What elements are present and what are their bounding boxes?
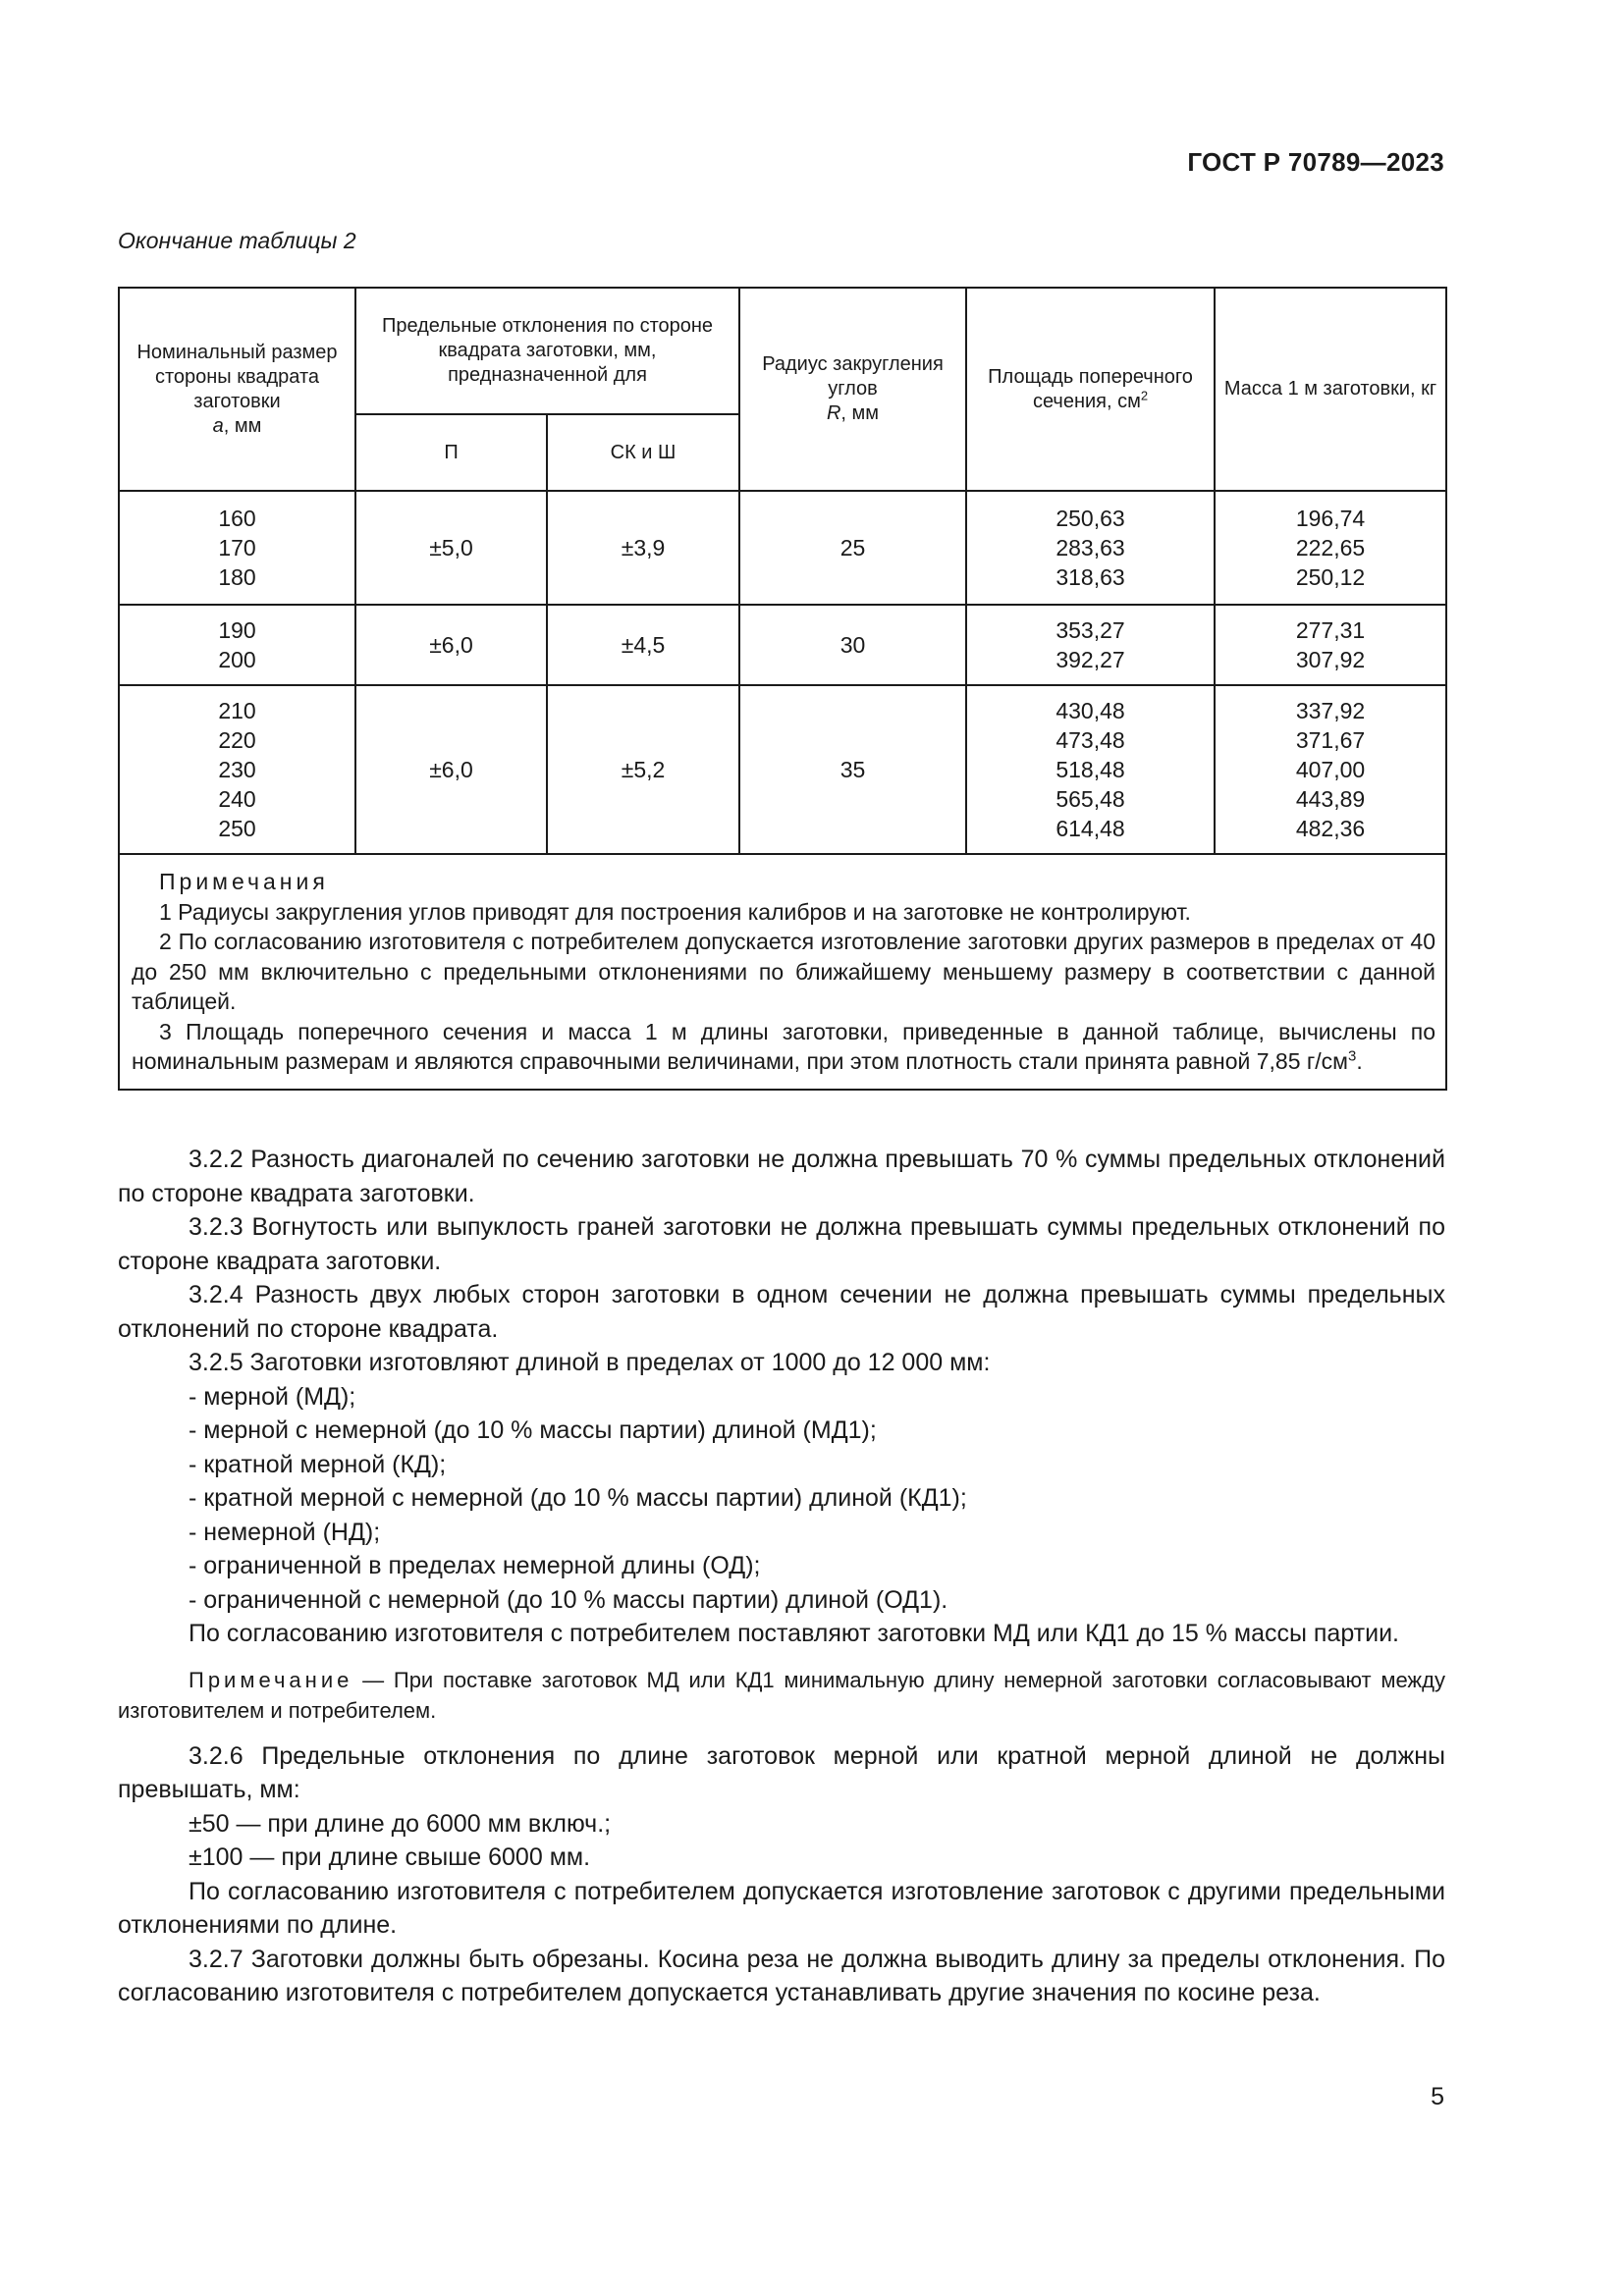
header-mass-per-meter: Масса 1 м заготовки, кг — [1215, 288, 1446, 491]
masses-cell: 277,31 307,92 — [1215, 605, 1446, 685]
table-row — [119, 685, 1446, 854]
table-notes — [119, 854, 1446, 1090]
dev-p-cell: ±5,0 — [355, 491, 547, 605]
paragraph-agreement: По согласованию изготовителя с потребителем поставляют заготовки МД или КД1 до 15 % массы партии. — [189, 1620, 1400, 1647]
radius-cell: 25 — [739, 491, 966, 605]
list-item: - кратной мерной с немерной (до 10 % массы партии) длиной (КД1); — [189, 1484, 967, 1512]
header-dev-p: П — [355, 414, 547, 491]
masses-cell: 337,92 371,67 407,00 443,89 482,36 — [1215, 685, 1446, 854]
note-paragraph — [118, 1665, 1445, 1726]
sizes-cell: 190 200 — [119, 605, 355, 685]
paragraph-3-2-2: 3.2.2 Разность диагоналей по сечению заготовки не должна превышать 70 % суммы предельных отклонений по стороне квадрата заготовки. — [118, 1146, 1445, 1207]
areas-cell: 250,63 283,63 318,63 — [966, 491, 1215, 605]
dev-p-cell: ±6,0 — [355, 685, 547, 854]
table-row — [119, 491, 1446, 605]
header-corner-radius: Радиус закругления углов R, мм — [739, 288, 966, 491]
tolerance-line: ±50 — при длине до 6000 мм включ.; — [189, 1809, 612, 1838]
sizes-cell: 160 170 180 — [119, 491, 355, 605]
sizes-cell: 210 220 230 240 250 — [119, 685, 355, 854]
radius-cell: 30 — [739, 605, 966, 685]
list-item: - ограниченной с немерной (до 10 % массы партии) длиной (ОД1). — [189, 1585, 948, 1614]
note-1: 1 Радиусы закругления углов приводят для построения калибров и на заготовке не контролируют. — [159, 898, 1191, 925]
paragraph-3-2-5: 3.2.5 Заготовки изготовляют длиной в пределах от 1000 до 12 000 мм: — [189, 1349, 991, 1376]
list-item: - ограниченной в пределах немерной длины (ОД); — [189, 1552, 761, 1579]
areas-cell: 430,48 473,48 518,48 565,48 614,48 — [966, 685, 1215, 854]
notes-title: Примечания — [159, 869, 329, 894]
areas-cell: 353,27 392,27 — [966, 605, 1215, 685]
document-code: ГОСТ Р 70789—2023 — [1187, 147, 1444, 177]
note-text: — При поставке заготовок МД или КД1 минимальную длину немерной заготовки согласовывают между изготовителем и потребителем. — [118, 1667, 1445, 1723]
dev-p-cell: ±6,0 — [355, 605, 547, 685]
table-caption: Окончание таблицы 2 — [118, 228, 356, 253]
list-item: - кратной мерной (КД); — [189, 1450, 447, 1478]
table-notes-row — [119, 854, 1446, 1090]
header-dev-sk: СК и Ш — [547, 414, 739, 491]
paragraph-3-2-6: 3.2.6 Предельные отклонения по длине заготовок мерной или кратной мерной длиной не должны превышать, мм: — [118, 1741, 1445, 1803]
list-item: - немерной (НД); — [189, 1518, 381, 1546]
dev-sk-cell: ±5,2 — [547, 685, 739, 854]
note-label: Примечание — [189, 1667, 353, 1692]
header-cross-section-area: Площадь поперечного сечения, $см^2$ — [966, 288, 1215, 491]
note-3: 3 Площадь поперечного сечения и масса 1 м длины заготовки, приведенные в данной таблице, вычислены по номинальным размерам и являются справочными величинами, при этом плотность стали принята равной 7,85 $г/см^3$. — [132, 1018, 1436, 1074]
dimensions-table — [118, 287, 1447, 1091]
dev-sk-cell: ±3,9 — [547, 491, 739, 605]
paragraph-agreement-2: По согласованию изготовителя с потребителем допускается изготовление заготовок с другими предельными отклонениями по длине. — [118, 1877, 1445, 1939]
paragraph-3-2-4: 3.2.4 Разность двух любых сторон заготовки в одном сечении не должна превышать суммы предельных отклонений по стороне квадрата. — [118, 1281, 1445, 1343]
header-nominal-size: Номинальный размер стороны квадрата заготовки a, мм — [119, 288, 355, 491]
body-text — [118, 1143, 1445, 2010]
tolerance-line: ±100 — при длине свыше 6000 мм. — [189, 1843, 591, 1871]
list-item: - мерной (МД); — [189, 1382, 356, 1411]
table-row — [119, 605, 1446, 685]
dev-sk-cell: ±4,5 — [547, 605, 739, 685]
header-deviations-group: Предельные отклонения по стороне квадрата заготовки, мм, предназначенной для — [355, 288, 739, 414]
masses-cell: 196,74 222,65 250,12 — [1215, 491, 1446, 605]
paragraph-3-2-7: 3.2.7 Заготовки должны быть обрезаны. Косина реза не должна выводить длину за пределы отклонения. По согласованию изготовителя с потребителем допускается устанавливать другие значения по косине реза. — [118, 1945, 1445, 2006]
paragraph-3-2-3: 3.2.3 Вогнутость или выпуклость граней заготовки не должна превышать суммы предельных отклонений по стороне квадрата заготовки. — [118, 1213, 1445, 1275]
page-number: 5 — [1431, 2083, 1444, 2110]
list-item: - мерной с немерной (до 10 % массы партии) длиной (МД1); — [189, 1416, 877, 1444]
note-2: 2 По согласованию изготовителя с потребителем допускается изготовление заготовки других размеров в пределах от 40 до 250 мм включительно с предельными отклонениями по ближайшему меньшему размеру в соответствии с данной таблицей. — [132, 929, 1436, 1014]
radius-cell: 35 — [739, 685, 966, 854]
